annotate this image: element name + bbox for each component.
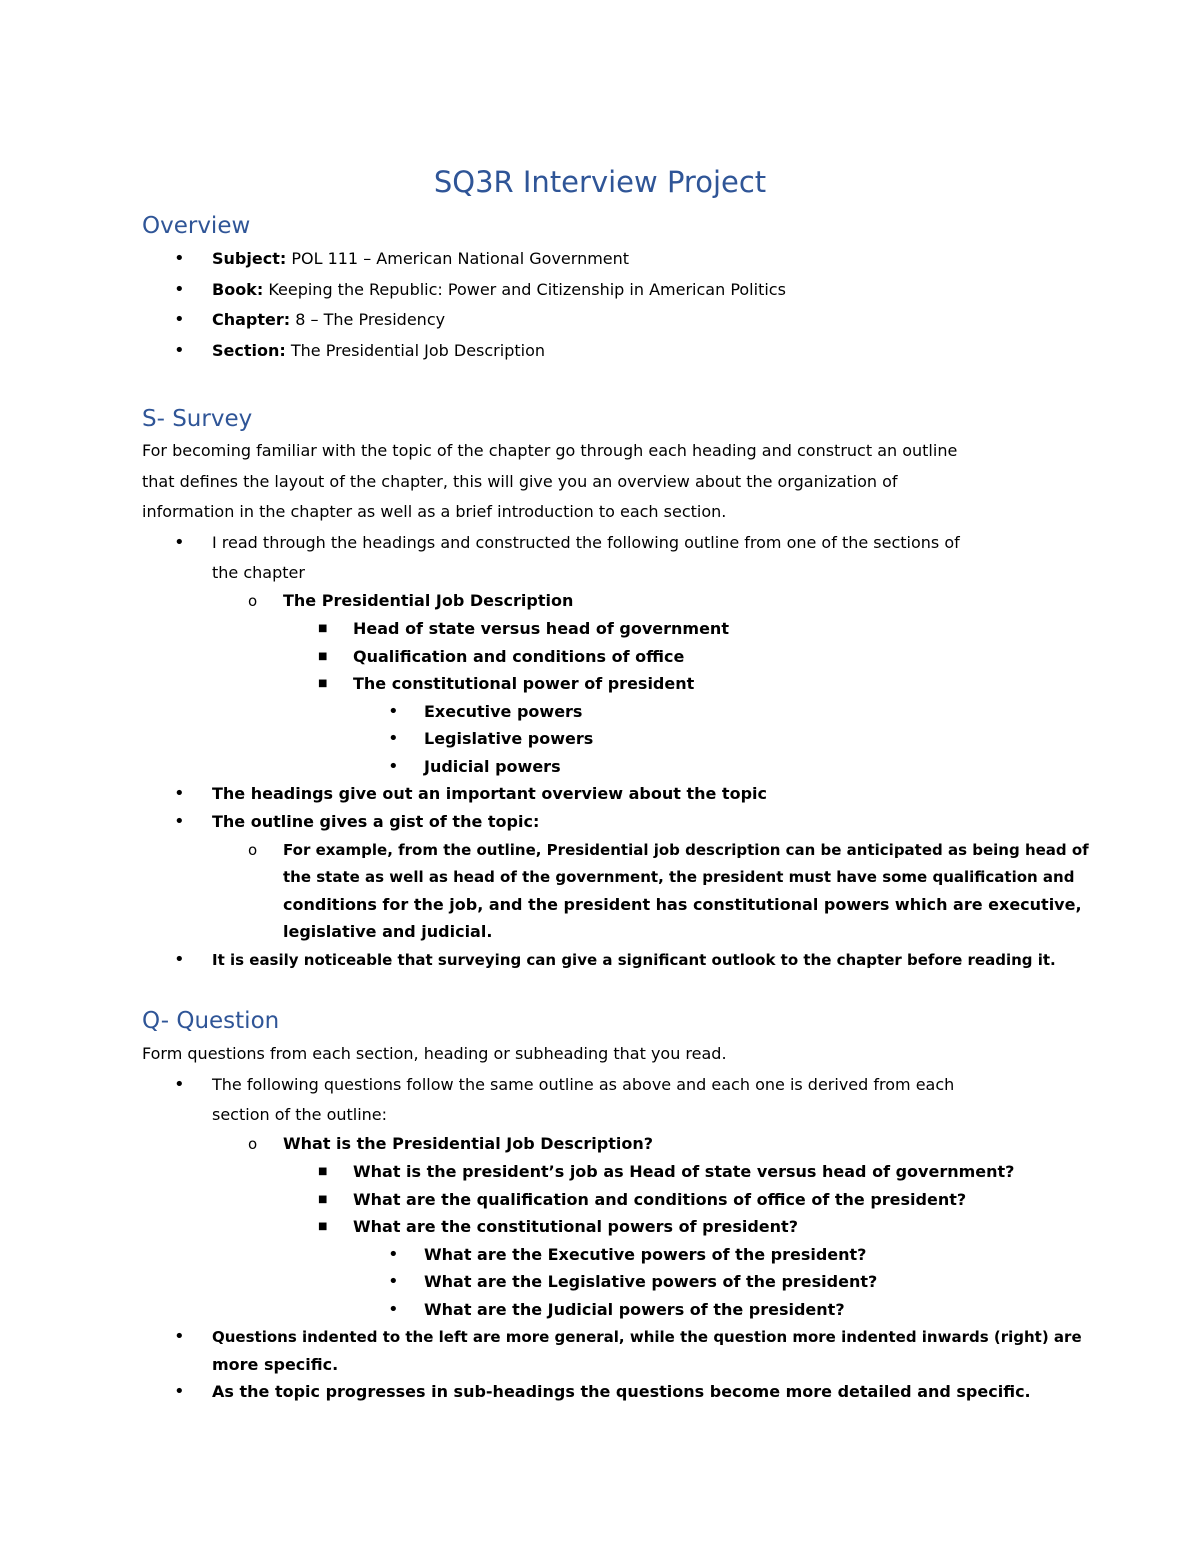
document-title: SQ3R Interview Project: [433, 165, 767, 199]
question-sub: What are the qualification and conditions of office of the president?: [353, 1190, 967, 1209]
power-item: Legislative powers: [424, 729, 594, 748]
bullet-icon: •: [174, 309, 185, 330]
bullet-icon: •: [174, 532, 185, 553]
overview-heading: Overview: [142, 213, 251, 239]
question-power: What are the Executive powers of the president?: [424, 1245, 867, 1264]
square-bullet-icon: ■: [318, 623, 328, 634]
bullet-icon: •: [388, 1244, 399, 1265]
outline-title: The Presidential Job Description: [283, 591, 574, 610]
power-item: Executive powers: [424, 702, 583, 721]
outline-item: Qualification and conditions of office: [353, 647, 685, 666]
bullet-icon: •: [388, 728, 399, 749]
question-intro: Form questions from each section, heading or subheading that you read.: [142, 1044, 727, 1063]
square-bullet-icon: ■: [318, 678, 328, 689]
square-bullet-icon: ■: [318, 1166, 328, 1177]
question-bullet-text: The following questions follow the same outline as above and each one is derived from each: [212, 1075, 955, 1094]
question-main: What is the Presidential Job Description?: [283, 1134, 653, 1153]
bullet-icon: •: [388, 1299, 399, 1320]
survey-intro-line: that defines the layout of the chapter, this will give you an overview about the organization of: [142, 472, 898, 491]
survey-bullet-text: I read through the headings and constructed the following outline from one of the sections of: [212, 533, 960, 552]
survey-intro-line: For becoming familiar with the topic of the chapter go through each heading and construct an outline: [142, 441, 958, 460]
question-bullet-text: more specific.: [212, 1355, 339, 1374]
survey-bullet-text: It is easily noticeable that surveying can give a significant outlook to the chapter before reading it.: [212, 951, 1056, 969]
bullet-icon: •: [388, 1271, 399, 1292]
example-line: the state as well as head of the government, the president must have some qualification and: [283, 868, 1075, 886]
survey-intro-line: information in the chapter as well as a brief introduction to each section.: [142, 502, 727, 521]
question-bullet-text: section of the outline:: [212, 1105, 388, 1124]
overview-item: Subject: POL 111 – American National Government: [212, 249, 630, 268]
overview-item: Section: The Presidential Job Description: [212, 341, 546, 360]
example-line: For example, from the outline, Presidential job description can be anticipated as being head of: [283, 841, 1089, 859]
bullet-icon: •: [388, 756, 399, 777]
power-item: Judicial powers: [424, 757, 561, 776]
question-sub: What is the president’s job as Head of state versus head of government?: [353, 1162, 1015, 1181]
square-bullet-icon: ■: [318, 1194, 328, 1205]
survey-bullet-text: The headings give out an important overview about the topic: [212, 784, 767, 803]
circle-bullet-icon: o: [248, 592, 258, 610]
bullet-icon: •: [174, 279, 185, 300]
circle-bullet-icon: o: [248, 841, 258, 859]
bullet-icon: •: [388, 701, 399, 722]
bullet-icon: •: [174, 811, 185, 832]
bullet-icon: •: [174, 248, 185, 269]
bullet-icon: •: [174, 1074, 185, 1095]
survey-heading: S- Survey: [142, 406, 253, 432]
circle-bullet-icon: o: [248, 1135, 258, 1153]
question-power: What are the Judicial powers of the president?: [424, 1300, 845, 1319]
bullet-icon: •: [174, 1381, 185, 1402]
overview-item: Chapter: 8 – The Presidency: [212, 310, 446, 329]
bullet-icon: •: [174, 340, 185, 361]
survey-bullet-text: the chapter: [212, 563, 305, 582]
question-bullet-text: Questions indented to the left are more general, while the question more indented inwards (right) are: [212, 1328, 1082, 1346]
example-line: legislative and judicial.: [283, 922, 493, 941]
question-bullet-text: As the topic progresses in sub-headings the questions become more detailed and specific.: [212, 1382, 1031, 1401]
bullet-icon: •: [174, 1326, 185, 1347]
bullet-icon: •: [174, 783, 185, 804]
bullet-icon: •: [174, 949, 185, 970]
outline-item: The constitutional power of president: [353, 674, 695, 693]
square-bullet-icon: ■: [318, 651, 328, 662]
outline-item: Head of state versus head of government: [353, 619, 729, 638]
overview-item: Book: Keeping the Republic: Power and Citizenship in American Politics: [212, 280, 786, 299]
question-sub: What are the constitutional powers of president?: [353, 1217, 798, 1236]
example-line: conditions for the job, and the president has constitutional powers which are executive,: [283, 895, 1082, 914]
survey-bullet-text: The outline gives a gist of the topic:: [212, 812, 540, 831]
square-bullet-icon: ■: [318, 1221, 328, 1232]
question-power: What are the Legislative powers of the president?: [424, 1272, 878, 1291]
question-heading: Q- Question: [142, 1008, 280, 1034]
